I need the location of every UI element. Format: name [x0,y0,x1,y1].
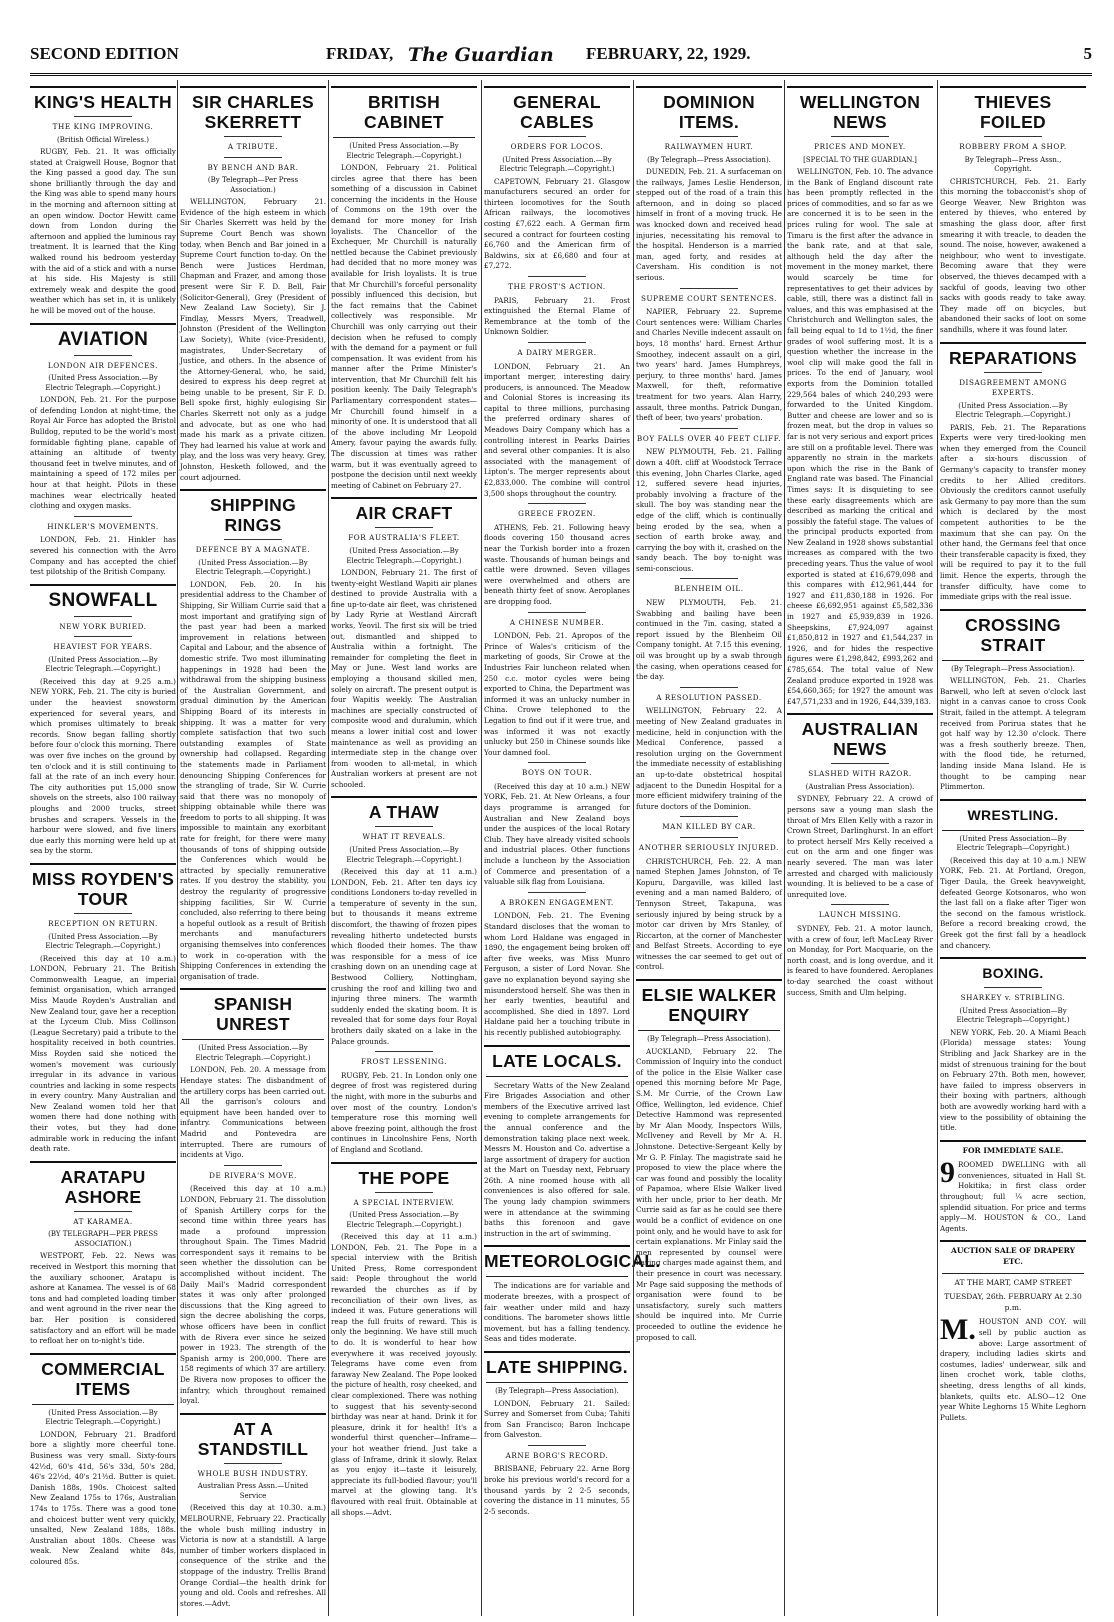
divider [940,342,1086,344]
subheading: DISAGREEMENT AMONG EXPERTS. [940,372,1086,399]
subheading: BLENHEIM OIL. [636,578,782,595]
article [940,609,1086,793]
headline: GENERAL CABLES [513,92,601,132]
ad-initial: M. [940,1313,976,1347]
subheading: A RESOLUTION PASSED. [636,687,782,704]
headline: METEOROLOGICAL. [484,1251,661,1272]
subheading: AT KARAMEA. [30,1211,176,1228]
article-body: LONDON, Feb. 21. Apropos of the Prince of Wales's criticism of the marketing of goods, Sir Crowe at the Industries Fair luncheon related when 250 c.c. motor cycles were being exported to China, the Department was informed it was an unlucky number in China. Crowe telephoned to the Legation to find out if it were true, and was informed it was not exactly unlucky but 250 in Chinese sounds like Your damned fool. [484,631,630,757]
headline: LATE SHIPPING. [486,1357,628,1377]
article-body: AUCKLAND, February 22. The Commission of Inquiry into the conduct of the police in the Elsie Walker case opened this morning before Mr Page, S.M. Mr Currie, of the Crown Law Office, Wellington, led evidence. Chief Detective Hammond was represented by Mr Alan Moody, Inspectors Wills, McIlveney and Revell by Mr A. H. Johnstone. Detective-Sergeant Kelly by Mr G. P. Finlay. The magistrate said he proposed to view the place where the car was found and possibly the locality of Papamoa, where Elsie Walker lived with her uncle, prior to her death. Mr Currie said as far as he could see there would be a conflict of evidence on one point only, and he would have to ask for certain explanations. Mr Finlay said the men represented by counsel were having charges made against them, and their presence in court was necessary. Mr Page said supposing the methods of organisation were found to be unsatisfactory, surely such matters should be inquired into. Mr Currie proceeded to outline the evidence he proposed to call. [636,1046,782,1342]
subheading: THE KING IMPROVING. [30,116,176,133]
divider [180,1413,326,1415]
article [484,1445,630,1518]
headline: SIR CHARLES SKERRETT [192,92,314,132]
article [636,979,782,1343]
article [331,497,477,790]
article-body: NEW PLYMOUTH, Feb. 21. Swabbing and bailing have been continued in the 7in. casing, stated a report issued by the Blenheim Oil Company tonight. At 7.15 this evening, oil was brought up by a swab through the casing, when operations ceased for the day. [636,598,782,682]
subheading: FOR AUSTRALIA'S FLEET. [331,527,477,544]
article [940,86,1086,336]
column-rule [328,80,329,1616]
article [484,1351,630,1441]
subheading: THE FROST'S ACTION. [484,276,630,293]
subheading: A BROKEN ENGAGEMENT. [484,892,630,909]
article [331,796,477,1047]
ad-text: ROOMED DWELLING with all conveniences, situated in Hall St. Hokitika; in first class order throughout; full ¼ acre section, splendid situation. For price and terms apply—M. HOUSTON & CO., Land Agents. [940,1160,1086,1233]
subheading: A DAIRY MERGER. [484,342,630,359]
divider [940,1140,1086,1142]
article-body: WELLINGTON, Feb. 21. Charles Barwell, who left at seven o'clock last night in a canvas canoe to cross Cook Strait, failed in the attempt. A telegram received from Porirua states that he got half way by 12.30 o'clock. There was a fresh southerly breeze. Then, with the flood tide, he returned, landing inside Mana Island. He is thought to be camping near Plimmerton. [940,676,1086,792]
credit-line: (United Press Association—By Electric Telegraph—Copyright.) [956,834,1070,853]
subheading: SHARKEY v. STRIBLING. [940,987,1086,1004]
subheading: A CHINESE NUMBER. [484,612,630,629]
headline: A THAW [368,802,440,823]
article [636,687,782,813]
divider [331,1162,477,1164]
headline: AUSTRALIAN NEWS [801,719,919,760]
article-body: (Received this day at 10 a.m.) LONDON, February 21. The British Commonwealth League, an imperial feminist organisation, which arranged Miss Maude Royden's Australian and New Zealand tour, gave her a reception at the Lyceum Club. Miss Collinson (League Secretary) paid a tribute to the hospitality received in both countries. Miss Royden said she noticed the women's movement was curiously irregular in its advance in various countries and lacking in some respects in every country. Many Australian and New Zealand women told her that women there had done nothing with their votes, but they had done admirable work in reducing the infant death rate. [30,953,176,1154]
headline: THE POPE [358,1167,450,1188]
column-rule [481,80,482,1616]
newspaper-title: The Guardian [408,44,554,66]
column-6 [787,80,933,1616]
article [484,1045,630,1240]
article-body: WESTPORT, Feb. 22. News was received in Westport this morning that the auxiliary schooner, Aratapu is ashore at Kanamea. The vessel is of 68 tons and had completed loading timber and went aground in the river near the bar. Her position is considered satisfactory and an effort will be made to refloat her on to-night's tide. [30,1251,176,1346]
divider [636,86,782,88]
column-4 [484,80,661,1616]
article [331,1051,477,1155]
article-body: LONDON, February 21. Bradford bore a slightly more cheerful tone. Business was very small. Sixty-fours 42½d, 60's 41d, 56's 33d, 50's 28d, 46's 22½d, 40's 21½d. Butter is quiet. Danish 188s, 190s. Choicest salted New Zealand 175s to 176s, Australian 174s to 175s. There was a good tone and choicest butter went very quickly, unsalted, New Zealand 188s, 188s. Australian about 180s. Cheese was weak. New Zealand white 84s, coloured 85s. [30,1429,176,1566]
article-body: LONDON, Feb. 21. For the purpose of defending London at night-time, the Royal Air Force has adopted the Bristol Bulldog, reputed to be the world's most formidable fighting plane, capable of attaining an altitude of twenty thousand feet in twelve minutes, and of maintaining a speed of 172 miles per hour at that height. Pilots in these machines wear electrically heated clothing and oxygen masks. [30,395,176,511]
article-body: RUGBY, Feb. 21. It was officially stated at Craigwell House, Bognor that the King passed a good day. The sun shone brilliantly through the day and the King was able to spend many hours in the morning and afternoon sitting at an open window. Doctor Hewitt came down from London during the afternoon and applied the luminous ray treatment. It is learned that the King walked round his bedroom yesterday with the aid of a stick and with a nurse at his side. His Majesty is still extremely weak and despite the good weather which has set in, it is unlikely he will be moved out of the house. [30,147,176,315]
credit-line: (By Telegraph—Press Association). [951,664,1075,673]
divider [30,863,176,865]
credit-line: (United Press Association.—By Electric Telegraph.—Copyright.) [45,655,161,674]
divider [331,86,477,88]
divider [331,497,477,499]
article-body: LONDON, February 21. Sailed: Surrey and Somerset from Cuba; Tahiti from San Francisco; Baron Inchcape from Galveston. [484,1398,630,1440]
article-body: (Received this day at 11 a.m.) LONDON, Feb. 21. After ten days icy conditions Londoners to-day revelled in a temperature of seventy in the sun, but to thousands it means extreme discomfort, the thawing of frozen pipes revealing hitherto undetected bursts which flooded their homes. The thaw was responsible for a mess of ice crashing down on an unending cage at Bestwood Colliery, Nottingham, crushing the roof and killing two and injuring three miners. The warmth suddenly ended the skating boom. It is revealed that for some days four Royal brothers daily skated on a lake in the Palace grounds. [331,867,477,1046]
article-body: PARIS, February 21. Frost extinguished the Eternal Flame of Remembrance at the tomb of the Unknown Soldier. [484,295,630,337]
article [787,86,933,707]
subheading: RECEPTION ON RETURN. [30,913,176,930]
divider [787,86,933,88]
article [940,957,1086,1134]
column-3 [331,80,477,1616]
subheading: GREECE FROZEN. [484,503,630,520]
headline: AT A STANDSTILL [197,1418,309,1459]
column-7 [940,80,1086,1616]
article [940,799,1086,951]
article [636,428,782,575]
article [636,86,782,284]
article [180,1165,326,1407]
ad-body [940,1313,1086,1423]
subheading: ORDERS FOR LOCOS. [484,136,630,153]
day-label: FRIDAY, [326,44,394,63]
column-1 [30,80,176,1616]
credit-line: (By Telegraph—Per Press Association.) [207,176,299,194]
credit-line: (United Press Association.—By Electric Telegraph.—Copyright.) [45,374,161,392]
credit-line: (United Press Association.—By Electric Telegraph.—Copyright.) [346,846,462,864]
divider [484,86,630,88]
article [180,1413,326,1610]
column-rule [784,80,785,1616]
article [484,762,630,888]
article-body: The indications are for variable and moderate breezes, with a prospect of fair weather under mild and hazy conditions. The barometer shows little movement, but has a falling tendency. Seas and tides moderate. [484,1281,630,1344]
article [180,86,326,483]
headline: SNOWFALL [48,589,158,611]
headline: SHIPPING RINGS [209,495,297,536]
credit-line: (United Press Association.—By Electric Telegraph.—Copyright.) [955,401,1071,420]
article-body: DUNEDIN, Feb. 21. A surfaceman on the railways, James Leslie Henderson, stepped out of the road of a train this afternoon, and in doing so placed himself in front of a moving truck. He was knocked down and received head injuries, necessitating his removal to the hospital. Henderson is a married man, aged forty, and resides at Caversham. His condition is not serious. [636,167,782,283]
credit-line: (BY TELEGRAPH—PER PRESS ASSOCIATION.) [48,1230,158,1248]
divider [32,1404,174,1405]
subheading: ROBBERY FROM A SHOP. [940,136,1086,153]
headline: CROSSING STRAIT [965,614,1061,655]
subheading: LONDON AIR DEFENCES. [30,355,176,372]
credit-line: Australian Press Assn.—United Service [197,1482,309,1500]
subheading: WHOLE BUSH INDUSTRY. [180,1463,326,1480]
ad-heading: AUCTION SALE OF DRAPERY ETC. [951,1246,1075,1267]
divider [180,86,326,88]
headline: AVIATION [57,328,149,350]
headline: ARATAPU ASHORE [60,1166,146,1207]
article-body: LONDON, February 21. An important merger, interesting dairy producers, is announced. The Meadow and Colonial Stores is increasing its capital to three millions, purchasing the preferred ordinary shares of Meadows Dairy Company which has a controlling interest in Pearks Dairies and several other companies. It is also associated with the management of Lipton's. The merger represents about £2,833,000. The combine will control 3,500 shops throughout the country. [484,361,630,498]
article-body: (Received this day at 9.25 a.m.) NEW YORK, Feb. 21. The city is buried under the heaviest snowstorm experienced for several years, and which promises ultimately to break records. Snow began falling shortly before four o'clock this morning. There was over five inches on the ground by ten o'clock and it is still continuing to fall at the rate of an inch every hour. The city authorities put 15,000 snow shovels on the streets, also 100 railway ploughs and 2000 trucks, street brushes and scrapers. Vessels in the harbour were slowed, and five liners due early this morning were held up at sea by the storm. [30,676,176,856]
article-body: (Received this day at 11 a.m.) LONDON, Feb. 21. The Pope in a special interview with the British United Press, Rome correspondent said: People throughout the world rewarded the churches as if by reconciliation of their own lives, as indeed it was. Future generations will reap the full fruits of reward. This is only the beginning. We have still much to do. It is wonderful to hear how everywhere it was received joyously. Telegrams have come even from faraway New Zealand. The Pope looked the picture of health, rosy cheeked, and clear complexioned. There was nothing to suggest that his seventy-second birthday was near at hand. Drink it for pleasure, drink it for health! It's a wonderful thirst quencher—Inframe—your hot weather friend. Just take a glass of Inframe, drink it slowly. Relax as you enjoy it—taste it leisurely, appreciate its full-bodied flavour; you'll marvel at the glowing tang. It's flavoured with real fruit. Obtainable at all shops.—Advt. [331,1232,477,1517]
article [484,503,630,607]
page-number: 5 [1083,44,1092,63]
credit-line: (United Press Association.—By Electric Telegraph.—Copyright.) [346,142,462,160]
ad-text: HOUSTON AND COY. will sell by public auction as above: Large assortment of drapery, including ladies skirts and costumes, ladies' underwear, silk and linen crochet work, table cloths, sheeting, dress lengths of all kinds, blankets, quilts etc. ALSO—12 One year White Leghorns 15 White Leghorn Pullets. [940,1317,1086,1422]
subheading: A SPECIAL INTERVIEW. [331,1192,477,1209]
article [787,904,933,998]
subheading: PRICES AND MONEY. [787,136,933,153]
headline: REPARATIONS [948,347,1078,368]
article [30,863,176,1155]
ad-initial: 9 [940,1156,955,1190]
subheading: LAUNCH MISSING. [787,904,933,921]
subheading: BOY FALLS OVER 40 FEET CLIFF. [636,428,782,445]
divider [484,1351,630,1353]
headline: BOXING. [982,965,1044,982]
divider [940,609,1086,611]
subheading: RAILWAYMEN HURT. [636,136,782,153]
article-body: NAPIER, February 22. Supreme Court sentences were: William Charles and Charles Neville indecent assault on boys, 18 months' hard. Ernest Arthur Smoothey, indecent assault on a girl, two years' hard. James Humphreys, perjury, to three months' hard. James Maxwell, for theft, reformative treatment for two years. Alan Harry, assault, three months. Patrick Dungan, theft of beer, two years' probation. [636,307,782,423]
credit-line: (United Press Association.—By Electric Telegraph.—Copyright.) [195,1044,311,1062]
credit-line: (United Press Association—By Electric Telegraph—Copyright.) [956,1006,1070,1025]
subheading: DEFENCE BY A MAGNATE. [180,539,326,556]
credit-line: By Telegraph—Press Assn., Copyright. [964,155,1062,174]
subheading: BY BENCH AND BAR. [180,157,326,174]
article-body: LONDON, Feb. 21. The Evening Standard discloses that the woman to whom Lord Haldane was engaged in 1890, the engagement being broken off after five weeks, was Miss Munro Ferguson, a sister of Lord Novar. She gave no explanation beyond saying she misunderstood herself. She was then in her early twenties, beautiful and accomplished. She died in 1897. Lord Haldane paid her a touching tribute in his recently published autobiography. [484,911,630,1037]
divider [942,830,1084,831]
credit-line: [SPECIAL TO THE GUARDIAN.] [803,155,917,164]
headline: WELLINGTON NEWS [799,92,921,132]
article-body: (Received this day at 10 a.m.) LONDON, February 21. The dissolution of Spanish Artillery corps for the second time within three years has made a profound impression throughout Spain. The Times Madrid correspondent says it remains to be seen whether the dissolution can be accomplished without incident. The Daily Mail's Madrid correspondent states it was only after prolonged discussions that the King agreed to sign the decree abolishing the corps, whose officers have been in conflict with de Rivera ever since he seized power in 1923. The strength of the Spanish army is 200,000. There are 158 regiments of which 37 are artillery. De Rivera now proposes to officer the infantry, which throughout remained loyal. [180,1184,326,1406]
divider [30,86,176,88]
article [636,578,782,682]
subheading: MAN KILLED BY CAR. [636,816,782,833]
subheading: HEAVIEST FOR YEARS. [30,636,176,653]
article [636,816,782,973]
credit-line: (United Press Association.—By Electric Telegraph.—Copyright.) [45,1408,161,1427]
article [30,1161,176,1347]
subheading: ANOTHER SERIOUSLY INJURED. [636,837,782,854]
issue-date: FEBRUARY, 22, 1929. [586,44,751,63]
article-body: WELLINGTON, Feb. 10. The advance in the Bank of England discount rate has been promptly reflected in the prices of commodities, and so far as we are concerned it is to be seen in the prices ruling for wool. The sale at Timaru is the first after the advance in the bank rate, and at that sale, although held the day after the movement in the money market, there would scarcely be time for representatives to get their advices by cable, still, there was a distinct fall in values, and this was emphasised at the Christchurch and Wellington sales, the fall being equal to 1d to 1½d, the finer grades of wool suffering most. It is a question whether the increase in the wool clip will make good the fall in prices. To the end of January, wool exports from the Dominion totalled 229,564 bales of which 240,293 were forwarded to the United Kingdom. Butter and cheese are lower and so is frozen meat, but the drop in values so far is not very serious and export prices are still on a profitable level. There was apparently no strain in the markets upon which the rise in the Bank of England rate was based. The Financial Times says: It is disquieting to see these early disagreements which are described as marking the critical and possibly the fateful stage. The values of the principal products exported from New Zealand in 1928 shows substantial increases as compared with the two preceding years. Thus the value of wool exported is stated at £16,679,098 and this compares with £12,961,444 for 1927 and £11,830,188 in 1926. For cheese £6,692,951 against £5,582,336 in 1927 and £5,939,839 in 1926. Sheepskins, £7,924,097 against £1,850,812 in 1927 and £1,544,237 in 1926, and for hides the respective figures were £1,298,842, £993,262 and £785,654. The total value of New Zealand produce exported in 1928 was £54,660,365; for 1927 the amount was £47,571,233 and in 1926, £44,339,183. [787,167,933,706]
article [940,1240,1086,1423]
divider [942,660,1084,661]
divider [484,1245,630,1247]
article [30,516,176,578]
article-body: NEW YORK, Feb. 20. A Miami Beach (Florida) message states: Young Stribling and Jack Sharkey are in the midst of strenuous training for the bout on February 27th. Both men, however, have failed to impress observers in their boxing with partners, although both are avowedly working hard with a view to the possibility of obtaining the title. [940,1027,1086,1133]
headline: SPANISH UNREST [213,994,293,1035]
article-body: SYDNEY, Feb. 21. A motor launch, with a crew of four, left MacLeay River on Monday, for Port Macquarie, on the north coast, and is long overdue, and it is feared to have foundered. Aeroplanes to-day searched the coast without success, Smith and Ulm helping. [787,924,933,997]
column-2 [180,80,326,1616]
article [180,489,326,982]
divider [486,1276,628,1277]
headline: LATE LOCALS. [492,1050,622,1071]
article-body: LONDON, Feb. 20. A message from Hendaye states: The disbandment of the artillery corps has been carried out. All the garrison's colours and equipment have been handed over to infantry. Communications between Madrid and Pontevedra are interrupted. There are rumours of incidents at Vigo. [180,1065,326,1160]
article [484,892,630,1039]
credit-line: (British Official Wireless.) [57,135,149,144]
article-body: BRISBANE, February 22. Arne Borg broke his previous world's record for a thousand yards by 2 2-5 seconds, covering the distance in 11 minutes, 55 2-5 seconds. [484,1464,630,1516]
article-body: CAPETOWN, February 21. Glasgow manufacturers secured an order for thirteen locomotives for the South African railways, the locomotives costing £7,622 each. A German firm secured a contract for fourteen costing £6,760 and the American firm of Baldwins, six at £6,680 and four at £7,272. [484,176,630,271]
ad-heading: FOR IMMEDIATE SALE. [962,1145,1064,1155]
article [30,86,176,317]
credit-line: (By Telegraph—Press Association). [647,155,771,164]
column-rule [633,80,634,1616]
article-body: WELLINGTON, February 21. Evidence of the high esteem in which Sir Charles Skerrett was held by the Supreme Court Bench was shown today, when Bench and Bar joined in a Supreme Court function to-day. On the Bench were Justices Herdman, Chapman and Frazer, and among those present were Sir F. D. Bell, Fair (Solicitor-General), Grey (President of New Zealand Law Society), Sir J. Findlay, Messrs Myers, Treadwell, Johnston (President of the Wellington Law Society), White (vice-President), magistrates, Under-Secretary of Justice, and others. In the absence of the Attorney-General, who, he said, desired to express his deep regret at being unable to be present, Sir F. D. Bell spoke first, highly eulogising Sir Charles Skerrett not only as a judge and advocate, but as one who had made his mark as a private citizen. They had learned his value at work and play, and the loss was very heavy. Grey, Johnston, Hesketh followed, and the court adjourned. [180,197,326,482]
credit-line: (United Press Association.—By Electric Telegraph.—Copyright.) [346,1211,462,1229]
credit-line: (United Press Association.—By Electric Telegraph.—Copyright.) [499,155,615,174]
credit-line: (Australian Press Association). [805,782,915,791]
article-body: (Received this day at 10 a.m.) NEW YORK, Feb. 21. At New Orleans, a four days programme is arranged for Australian and New Zealand boys under the auspices of the local Rotary Club. They have already visited schools and industrial places. Other functions include a luncheon by the Association of Commerce and presentation of a valuable silk flag from Louisiana. [484,781,630,887]
credit-line: (United Press Association.—By Electric Telegraph.—Copyright.) [346,547,462,565]
article [180,988,326,1160]
article-body: CHRISTCHURCH, Feb. 21. Early this morning the tobacconist's shop of George Weaver, New Brighton was entered by thieves, who entered by smashing the glass door, after first smearing it with treacle, to deaden the sound. The noise, however, awakened a neighbour, who went to investigate. Becoming aware that they were observed, the thieves decamped with a sackful of goods, leaving two other sacks with goods ready to take away. They made off on bicycles, but abandoned their sacks of loot on some sandhills, where it was found later. [940,176,1086,334]
subheading: SUPREME COURT SENTENCES. [636,288,782,305]
credit-line: (By Telegraph—Press Association). [495,1387,619,1395]
article [331,1162,477,1519]
divider [30,584,176,586]
divider [787,713,933,715]
subheading: FROST LESSENING. [331,1051,477,1068]
article [484,86,630,272]
article [30,584,176,857]
article [484,342,630,499]
ad-subheading: AT THE MART, CAMP STREET [954,1277,1072,1287]
article [787,713,933,900]
article [484,276,630,338]
article-body: NEW PLYMOUTH, Feb. 21. Falling down a 40ft. cliff at Woodstock Terrace this evening, John Charles Clarke, aged 12, suffered severe head injuries, probably involving a fracture of the skull. The boy was standing near the edge of the cliff, which is continually being eroded by the sea, when a section of earth broke away, and carrying the boy with it, crashed on the sandy beach. The boy to-night was semi-conscious. [636,447,782,573]
subheading: ARNE BORG'S RECORD. [484,1445,630,1462]
headline: WRESTLING. [967,806,1059,823]
article-body: LONDON, Feb. 21. Hinkler has severed his connection with the Avro Company and has accepted the chief test pilotship of the British Company. [30,535,176,577]
article [484,1245,661,1345]
article-body: WELLINGTON, February 22. A meeting of New Zealand graduates in medicine, held in conjunction with the Medical Conference, passed a resolution urging on the Government the immediate necessity of establishing an up-to-date obstetrical hospital adjacent to the Dunedin Hospital for a more efficient midwifery training of the future doctors of the Dominion. [636,706,782,811]
article-body: LONDON, February 21. Political circles agree that there has been something of a discussion in Cabinet concerning the incidents in the House of Commons on the 19th over the demand for more money for Irish loyalists. The Chancellor of the Exchequer, Mr Churchill is naturally nettled because the Cabinet previously had decided that no more money was available for Irish loyalists. It is true that Mr Churchill's forceful personality possibly influenced this decision, but the fact remains that the Cabinet collectively was responsible. Mr Churchill was only carrying out their decision when he refused to comply with the demand for a payment or full compensation. It was evident from his manner after the Prime Minister's intervention, that Mr Churchill felt his position keenly. The Daily Telegraph's Parliamentary correspondent states—Mr Churchill found himself in a minority of one. It is understood that all of the above including Mr Leopold Amery, favour paying the awards fully. The discussion at times was rather warm, but it was eventually agreed to postpone the decision until next weekly meeting of Cabinet on February 27. [331,163,477,490]
article [484,612,630,759]
article-body: (Received this day at 10 a.m.) NEW YORK, Feb. 21. At Portland, Oregon, Tiger Daula, the Greek heavyweight, defeated George Kotsonaros, who won the last fall on a flake after Tiger won the second on the famous wristlock. Before a record breaking crowd, the Greek got the first fall by a headlock and chancery. [940,855,1086,950]
headline: MISS ROYDEN'S TOUR [31,868,175,909]
masthead [30,36,1092,76]
divider [486,1076,628,1077]
column-rule [177,80,178,1616]
subheading: SLASHED WITH RAZOR. [787,763,933,780]
column-rule [937,80,938,1616]
divider [331,796,477,798]
divider [333,137,475,138]
headline: AIR CRAFT [355,503,453,524]
credit-line: (United Press Association.—By Electric Telegraph.—Copyright.) [45,932,161,951]
headline: COMMERCIAL ITEMS [41,1358,165,1399]
article-body: LONDON, February 21. The first of twenty-eight Westland Wapiti air planes destined to provide Australia with a fine up-to-date air fleet, was christened by Lady Ryrie at Westland Aircraft works, Yeovil. The first six will be tried out, dismantled and shipped to Australia within a fortnight. The remainder for completing the fleet in May or June. West land works are employing a thousand skilled men, solely on aircraft. The present output is four Wapitis weekly. The Australian machines are specially constructed of composite wood and duralumin, which means a lower initial cost and lower maintenance as well as providing an intermediate step in the change over from wooden to all-metal, in which Australian workers at present are not schooled. [331,568,477,789]
divider [940,86,1086,88]
divider [486,1382,628,1383]
column-5 [636,80,782,1616]
article [940,1140,1086,1235]
headline: BRITISH CABINET [364,92,444,132]
article-body: CHRISTCHURCH, Feb. 22. A man named Stephen James Johnston, of Te Kopuru, Dargaville, was killed last evening and a man named Baldero, of Tennyson Street, Takapuna, was seriously injured by being struck by a motor car driven by Mrs Stanley, of Riccarton, at the corner of Manchester and Belfast Streets. According to eye witnesses the car seemed to get out of control. [636,856,782,972]
article-body: LONDON, Feb. 20. In his presidential address to the Chamber of Shipping, Sir William Currie said that a most important and gratifying sign of the past year had been a marked improvement in relations between Capital and Labour, and the absence of domestic strife. Two most illuminating happenings in 1928 had been the withdrawal from the shipping business of the Australian Government, and gradual diminution by the American Shipping Board of its interests in shipping. It was a matter for very complete satisfaction that two such outstanding examples of State ownership had collapsed. Regarding the statements made in Parliament denouncing Shipping Conferences for the strangling of trade, Sir W. Currie said that there was no monopoly of shipping obtainable while there was freedom to ports to all shipping. It was impossible to maintain any exorbitant rate for freight, for there were many thousands of tons of shipping outside the Conferences which would be attracted by specially remunerative rates. If you destroy the stability, you destroy the regularity of progressive shipping facilities, Sir W. Currie concluded, also referring to there being a hopeful outlook as a result of British merchants and manufacturers organising themselves into conferences to work in co-operation with the Shipping Conferences in extending the organisation of trade. [180,579,326,981]
edition-label: SECOND EDITION [30,44,179,63]
divider [638,1030,780,1031]
article [636,288,782,424]
divider [484,1045,630,1047]
headline: THIEVES FOILED [974,92,1052,132]
divider [30,1161,176,1163]
divider [940,957,1086,959]
article-body: PARIS, Feb. 21. The Reparations Experts were very tired-looking men when they emerged from the Council after a six-hours discussion of Germany's capacity to transfer money credits to her Allied creditors. Obviously the creditors cannot usefully ask Germany to pay more than the sum which is declared by the most competent authorities to be the maximum that she can pay. On the other hand, the Germans feel that once their transferable capacity is fixed, they will be required to pay it to the full limit. Hence the experts, through the transfer difficulty, have come to immediate grips with the real issue. [940,422,1086,602]
headline: DOMINION ITEMS. [663,92,755,132]
divider [180,988,326,990]
subheading: DE RIVERA'S MOVE. [180,1165,326,1182]
subheading: BOYS ON TOUR. [484,762,630,779]
credit-line: (By Telegraph—Press Association). [647,1035,771,1044]
credit-line: (United Press Association.—By Electric Telegraph.—Copyright.) [195,558,311,577]
article-body: (Received this day at 10.30. a.m.) MELBOURNE, February 22. Practically the whole bush milling industry in Victoria is now at a standstill. A large number of timber workers displaced in consequence of the strike and the stoppage of the industry. Trellis Brand Orange Cordial—the health drink for young and old. Cools and refreshes. All stores.—Advt. [180,1503,326,1608]
divider [30,323,176,325]
article [30,1353,176,1568]
divider [942,1273,1084,1274]
divider [636,979,782,981]
headline: ELSIE WALKER ENQUIRY [641,985,777,1026]
article-body: RUGBY, Feb. 21. In London only one degree of frost was registered during the night, with more in the suburbs and over most of the country. London's temperature rose this morning well above freezing point, although the frost continues in Lincolnshire Fens, North of England and Scotland. [331,1070,477,1154]
subheading: NEW YORK BURIED. [30,616,176,633]
article [940,342,1086,603]
divider [940,1240,1086,1242]
article-body: Secretary Watts of the New Zealand Fire Brigades Association and other members of the Executive arrived last evening to complete arrangements for the annual conference and the demonstration taking place next week. Messrs M. Houston and Co. advertise a large assortment of drapery for auction at the Mart on Tuesday next, February 26th. A nine roomed house with all conveniences is also offered for sale. The young lady champion swimmers were in attendance at the swimming baths this forenoon and gave instruction in the art of swimming. [484,1080,630,1238]
subheading: A TRIBUTE. [180,136,326,153]
divider [180,489,326,491]
article-body: ATHENS, Feb. 21. Following heavy floods covering 150 thousand acres near the Turkish border into a frozen waste. Thousands of human beings and cattle were drowned. Seven villages were overwhelmed and others are beneath thirty feet of snow. Aeroplanes are dropping food. [484,522,630,606]
subheading: HINKLER'S MOVEMENTS. [30,516,176,533]
article [30,323,176,512]
divider [940,799,1086,801]
divider [30,1353,176,1355]
divider [182,1039,324,1040]
article-body: SYDNEY, February 22. A crowd of persons saw a young man slash the throat of Mrs Ellen Kelly with a razor in Crown Street, Darlinghurst. In an effort to protect herself Mrs Kelly received a cut on the arm and one finger was nearly severed. The man was later arrested and charged with maliciously wounding. It is believed to be a case of unrequited love. [787,794,933,899]
headline: KING'S HEALTH [33,92,172,112]
article [331,86,477,491]
ad-subheading: TUESDAY, 26th. FEBRUARY At 2.30 p.m. [944,1292,1082,1312]
subheading: WHAT IT REVEALS. [331,826,477,843]
ad-body [940,1156,1086,1234]
